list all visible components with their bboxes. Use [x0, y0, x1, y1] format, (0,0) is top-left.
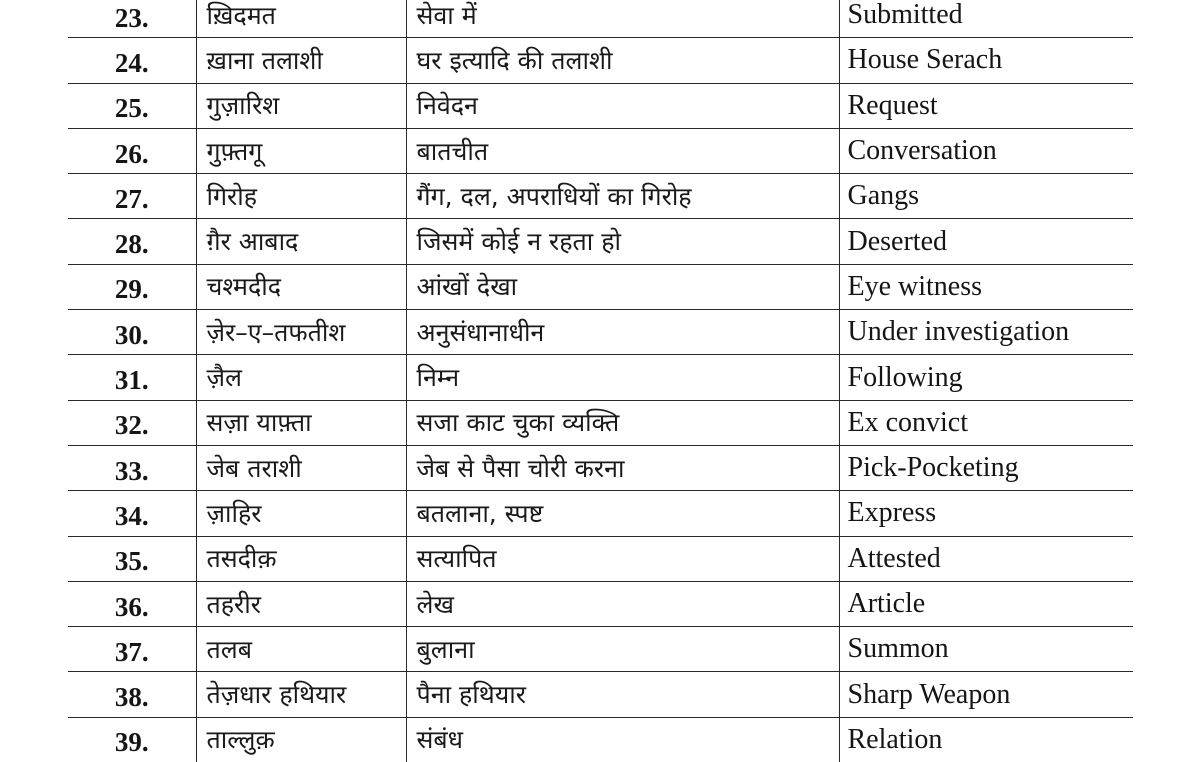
- urdu-term: तहरीर: [196, 581, 406, 626]
- english-meaning: House Serach: [839, 38, 1133, 83]
- english-meaning: Sharp Weapon: [839, 672, 1133, 717]
- english-meaning: Following: [839, 355, 1133, 400]
- row-number: 25.: [68, 83, 196, 128]
- row-number: 39.: [68, 717, 196, 762]
- hindi-meaning: सेवा में: [406, 0, 839, 38]
- table-row: [68, 672, 1133, 717]
- urdu-term: जेब तराशी: [196, 445, 406, 490]
- urdu-term: तलब: [196, 627, 406, 672]
- table-row: [68, 219, 1133, 264]
- table-row: [68, 264, 1133, 309]
- urdu-term: तसदीक़: [196, 536, 406, 581]
- table-row: [68, 445, 1133, 490]
- row-number: 32.: [68, 400, 196, 445]
- table-row: [68, 400, 1133, 445]
- row-number: 30.: [68, 310, 196, 355]
- table-row: [68, 310, 1133, 355]
- hindi-meaning: आंखों देखा: [406, 264, 839, 309]
- hindi-meaning: निम्न: [406, 355, 839, 400]
- glossary-body: [68, 0, 1133, 762]
- row-number: 31.: [68, 355, 196, 400]
- urdu-term: चश्मदीद: [196, 264, 406, 309]
- row-number: 34.: [68, 491, 196, 536]
- row-number: 36.: [68, 581, 196, 626]
- row-number: 35.: [68, 536, 196, 581]
- urdu-term: तेज़धार हथियार: [196, 672, 406, 717]
- hindi-meaning: बुलाना: [406, 627, 839, 672]
- glossary-table: [68, 0, 1133, 762]
- table-row: [68, 174, 1133, 219]
- urdu-term: ख़ाना तलाशी: [196, 38, 406, 83]
- table-row: [68, 128, 1133, 173]
- urdu-term: गिरोह: [196, 174, 406, 219]
- english-meaning: Gangs: [839, 174, 1133, 219]
- urdu-term: ताल्लुक़: [196, 717, 406, 762]
- row-number: 27.: [68, 174, 196, 219]
- urdu-term: ज़ेर–ए–तफतीश: [196, 310, 406, 355]
- row-number: 29.: [68, 264, 196, 309]
- urdu-term: ग़ैर आबाद: [196, 219, 406, 264]
- row-number: 37.: [68, 627, 196, 672]
- row-number: 24.: [68, 38, 196, 83]
- urdu-term: ज़ाहिर: [196, 491, 406, 536]
- english-meaning: Deserted: [839, 219, 1133, 264]
- english-meaning: Express: [839, 491, 1133, 536]
- urdu-term: ख़िदमत: [196, 0, 406, 38]
- urdu-term: ज़ैल: [196, 355, 406, 400]
- table-row: [68, 536, 1133, 581]
- row-number: 28.: [68, 219, 196, 264]
- hindi-meaning: बातचीत: [406, 128, 839, 173]
- table-row: [68, 491, 1133, 536]
- hindi-meaning: सजा काट चुका व्यक्ति: [406, 400, 839, 445]
- table-row: [68, 717, 1133, 762]
- english-meaning: Summon: [839, 627, 1133, 672]
- table-row: [68, 627, 1133, 672]
- hindi-meaning: जेब से पैसा चोरी करना: [406, 445, 839, 490]
- english-meaning: Under investigation: [839, 310, 1133, 355]
- english-meaning: Request: [839, 83, 1133, 128]
- hindi-meaning: जिसमें कोई न रहता हो: [406, 219, 839, 264]
- table-row: [68, 0, 1133, 38]
- table-row: [68, 83, 1133, 128]
- hindi-meaning: पैना हथियार: [406, 672, 839, 717]
- urdu-term: सज़ा याफ़्ता: [196, 400, 406, 445]
- hindi-meaning: बतलाना, स्पष्ट: [406, 491, 839, 536]
- hindi-meaning: संबंध: [406, 717, 839, 762]
- hindi-meaning: घर इत्यादि की तलाशी: [406, 38, 839, 83]
- english-meaning: Submitted: [839, 0, 1133, 38]
- table-row: [68, 355, 1133, 400]
- table-row: [68, 581, 1133, 626]
- row-number: 23.: [68, 0, 196, 38]
- english-meaning: Attested: [839, 536, 1133, 581]
- hindi-meaning: निवेदन: [406, 83, 839, 128]
- english-meaning: Relation: [839, 717, 1133, 762]
- english-meaning: Ex convict: [839, 400, 1133, 445]
- row-number: 26.: [68, 128, 196, 173]
- hindi-meaning: सत्यापित: [406, 536, 839, 581]
- english-meaning: Conversation: [839, 128, 1133, 173]
- urdu-term: गुफ़्तगू: [196, 128, 406, 173]
- row-number: 38.: [68, 672, 196, 717]
- english-meaning: Pick-Pocketing: [839, 445, 1133, 490]
- urdu-term: गुज़ारिश: [196, 83, 406, 128]
- row-number: 33.: [68, 445, 196, 490]
- english-meaning: Eye witness: [839, 264, 1133, 309]
- hindi-meaning: लेख: [406, 581, 839, 626]
- hindi-meaning: अनुसंधानाधीन: [406, 310, 839, 355]
- table-row: [68, 38, 1133, 83]
- english-meaning: Article: [839, 581, 1133, 626]
- hindi-meaning: गैंग, दल, अपराधियों का गिरोह: [406, 174, 839, 219]
